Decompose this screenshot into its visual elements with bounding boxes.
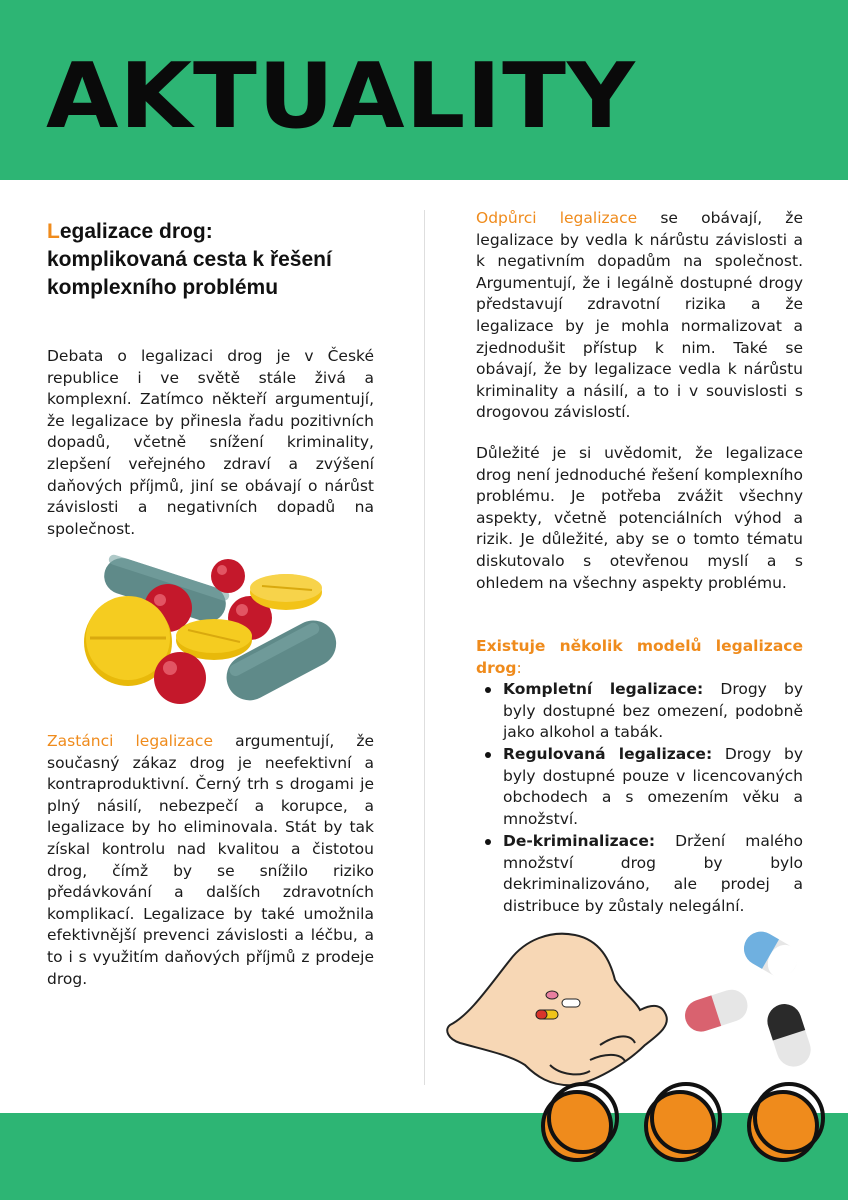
- model-term: Regulovaná legalizace:: [503, 745, 713, 764]
- important-paragraph: Důležité je si uvědomit, že legalizace drog není jednoduché řešení komplexního problému. Je potřeba zvážit všechny aspekty, včetně potenciálních výhod a rizik. Je důležité, aby se o tomto tématu diskutovalo s otevřenou myslí a s ohledem na všechny aspekty problému.: [476, 444, 803, 592]
- supporters-text: argumentují, že současný zákaz drog je neefektivní a kontraproduktivní. Černý trh s drogami je plný násilí, nebezpečí a korupce, a legalizace by ho eliminovala. Stát by tak získal kontrolu nad kvalitou a čistotou drog, čímž by se snížilo riziko předávkování a dalších zdravotních komplikací. Legalizace by také umožnila efektivnější prevenci závislosti a léčbu, a to i s využitím daňových příjmů z prodeje drog.: [47, 732, 374, 988]
- models-title: [476, 636, 803, 679]
- list-item: [476, 679, 803, 744]
- list-item: [476, 744, 803, 830]
- model-term: De-kriminalizace:: [503, 832, 656, 851]
- model-text: Drogy by byly dostupné bez omezení, podobně jako alkohol a tabák.: [503, 680, 804, 742]
- headline-line1: egalizace drog:: [59, 220, 213, 243]
- model-term: Kompletní legalizace:: [503, 680, 704, 698]
- models-list: [476, 679, 803, 918]
- headline-line2: komplikovaná cesta k řešení: [47, 248, 332, 271]
- supporters-paragraph: [47, 731, 374, 990]
- article-headline: [47, 218, 407, 302]
- supporters-lead: Zastánci legalizace: [47, 732, 213, 750]
- models-title-text: Existuje několik modelů legalizace drog: [476, 637, 803, 677]
- page-title: AKTUALITY: [46, 44, 636, 149]
- opponents-lead: Odpůrci legalizace: [476, 209, 638, 227]
- models-title-suffix: :: [516, 658, 522, 677]
- model-text: Držení malého množství drog by bylo dekriminalizováno, ale prodej a distribuce by zůstaly nelegální.: [503, 832, 803, 915]
- model-text: Drogy by byly dostupné pouze v licencovaných obchodech a s omezením věku a množství.: [503, 745, 803, 829]
- column-divider: [424, 210, 425, 1085]
- intro-paragraph: Debata o legalizaci drog je v České republice i ve světě stále živá a komplexní. Zatímco někteří argumentují, že legalizace by přinesla řadu pozitivních dopadů, včetně snížení kriminality, zlepšení veřejného zdraví a zvýšení daňových příjmů, jiní se obávají o nárůst závislosti a negativních dopadů na společnost.: [47, 347, 374, 538]
- opponents-paragraph: [476, 208, 803, 424]
- list-item: [476, 831, 803, 917]
- headline-initial: L: [47, 220, 60, 243]
- orange-circles-decoration: [535, 1080, 835, 1170]
- headline-line3: komplexního problému: [47, 276, 279, 299]
- opponents-text: se obávají, že legalizace by vedla k nárůstu závislosti a k negativním dopadům na společnost. Argumentují, že i legálně dostupné drogy představují zdravotní rizika a že legalizace by je mohla normalizovat a zjednodušit přístup k nim. Také se obávají, že by legalizace vedla k nárůstu kriminality a násilí, a to i v souvislosti s drogovou závislostí.: [476, 209, 803, 422]
- hand-with-pills-illustration: [440, 915, 820, 1095]
- pills-heap-illustration: [80, 550, 340, 710]
